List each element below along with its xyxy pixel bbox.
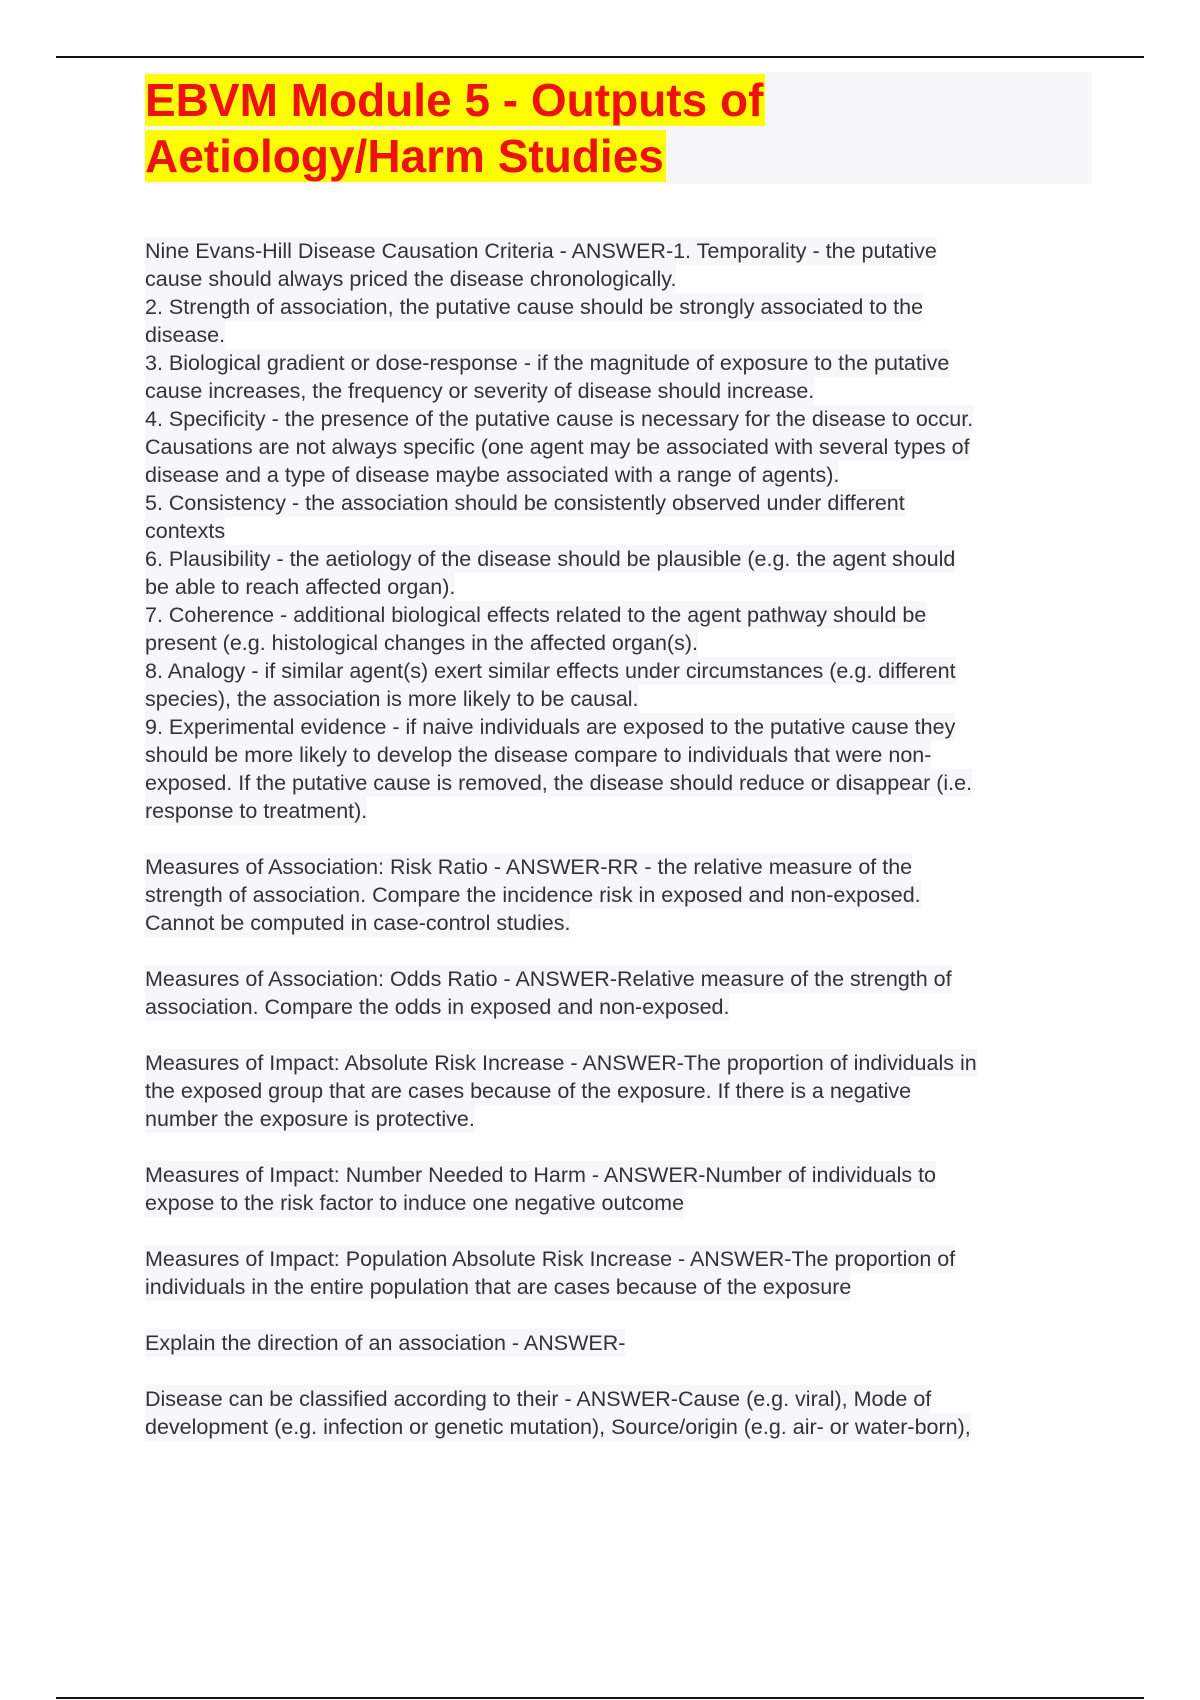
text-line: 2. Strength of association, the putative cause should be strongly associated to the [145,295,924,319]
text-line: should be more likely to develop the disease compare to individuals that were non- [145,743,932,767]
text-line: Disease can be classified according to their - ANSWER-Cause (e.g. viral), Mode of [145,1387,932,1411]
text-line: Measures of Impact: Absolute Risk Increase - ANSWER-The proportion of individuals in [145,1051,977,1075]
text-line: cause increases, the frequency or severity of disease should increase. [145,379,815,403]
text-line: the exposed group that are cases because of the exposure. If there is a negative [145,1079,912,1103]
paragraph-gap [145,1217,1095,1245]
text-line: disease and a type of disease maybe associated with a range of agents). [145,463,840,487]
bottom-rule [56,1697,1144,1699]
paragraph-gap [145,1357,1095,1385]
text-line: 5. Consistency - the association should be consistently observed under different [145,491,905,515]
top-rule [56,56,1144,58]
text-line: 9. Experimental evidence - if naive individuals are exposed to the putative cause they [145,715,956,739]
text-line: Explain the direction of an association - ANSWER- [145,1331,626,1355]
text-line: Nine Evans-Hill Disease Causation Criteria - ANSWER-1. Temporality - the putative [145,239,937,263]
text-line: 6. Plausibility - the aetiology of the disease should be plausible (e.g. the agent should [145,547,956,571]
text-line: 3. Biological gradient or dose-response - if the magnitude of exposure to the putative [145,351,950,375]
text-line: contexts [145,519,226,543]
page-title-line-1: EBVM Module 5 - Outputs of [145,74,764,126]
text-line: 8. Analogy - if similar agent(s) exert similar effects under circumstances (e.g. different [145,659,956,683]
text-line: individuals in the entire population that are cases because of the exposure [145,1275,852,1299]
text-line: species), the association is more likely to be causal. [145,687,639,711]
text-line: Measures of Association: Odds Ratio - ANSWER-Relative measure of the strength of [145,967,952,991]
paragraph-gap [145,937,1095,965]
text-line: strength of association. Compare the incidence risk in exposed and non-exposed. [145,883,921,907]
text-line: Measures of Association: Risk Ratio - ANSWER-RR - the relative measure of the [145,855,913,879]
page-title-line-2: Aetiology/Harm Studies [145,130,664,182]
text-line: 7. Coherence - additional biological effects related to the agent pathway should be [145,603,927,627]
text-line: Causations are not always specific (one agent may be associated with several types of [145,435,970,459]
text-line: Measures of Impact: Population Absolute Risk Increase - ANSWER-The proportion of [145,1247,956,1271]
text-line: number the exposure is protective. [145,1107,475,1131]
text-line: present (e.g. histological changes in the affected organ(s). [145,631,698,655]
paragraph-gap [145,1133,1095,1161]
page-title [145,72,1092,184]
text-line: development (e.g. infection or genetic mutation), Source/origin (e.g. air- or water-born), [145,1415,971,1439]
text-line: association. Compare the odds in exposed and non-exposed. [145,995,730,1019]
paragraph-gap [145,1021,1095,1049]
text-line: exposed. If the putative cause is removed, the disease should reduce or disappear (i.e. [145,771,973,795]
text-line: cause should always priced the disease chronologically. [145,267,677,291]
text-line: Measures of Impact: Number Needed to Harm - ANSWER-Number of individuals to [145,1163,937,1187]
paragraph-gap [145,825,1095,853]
document-body [145,237,1095,1441]
text-line: 4. Specificity - the presence of the putative cause is necessary for the disease to occur. [145,407,974,431]
paragraph-gap [145,1301,1095,1329]
text-line: response to treatment). [145,799,368,823]
text-line: Cannot be computed in case-control studies. [145,911,571,935]
text-line: disease. [145,323,226,347]
text-line: expose to the risk factor to induce one negative outcome [145,1191,685,1215]
text-line: be able to reach affected organ). [145,575,456,599]
